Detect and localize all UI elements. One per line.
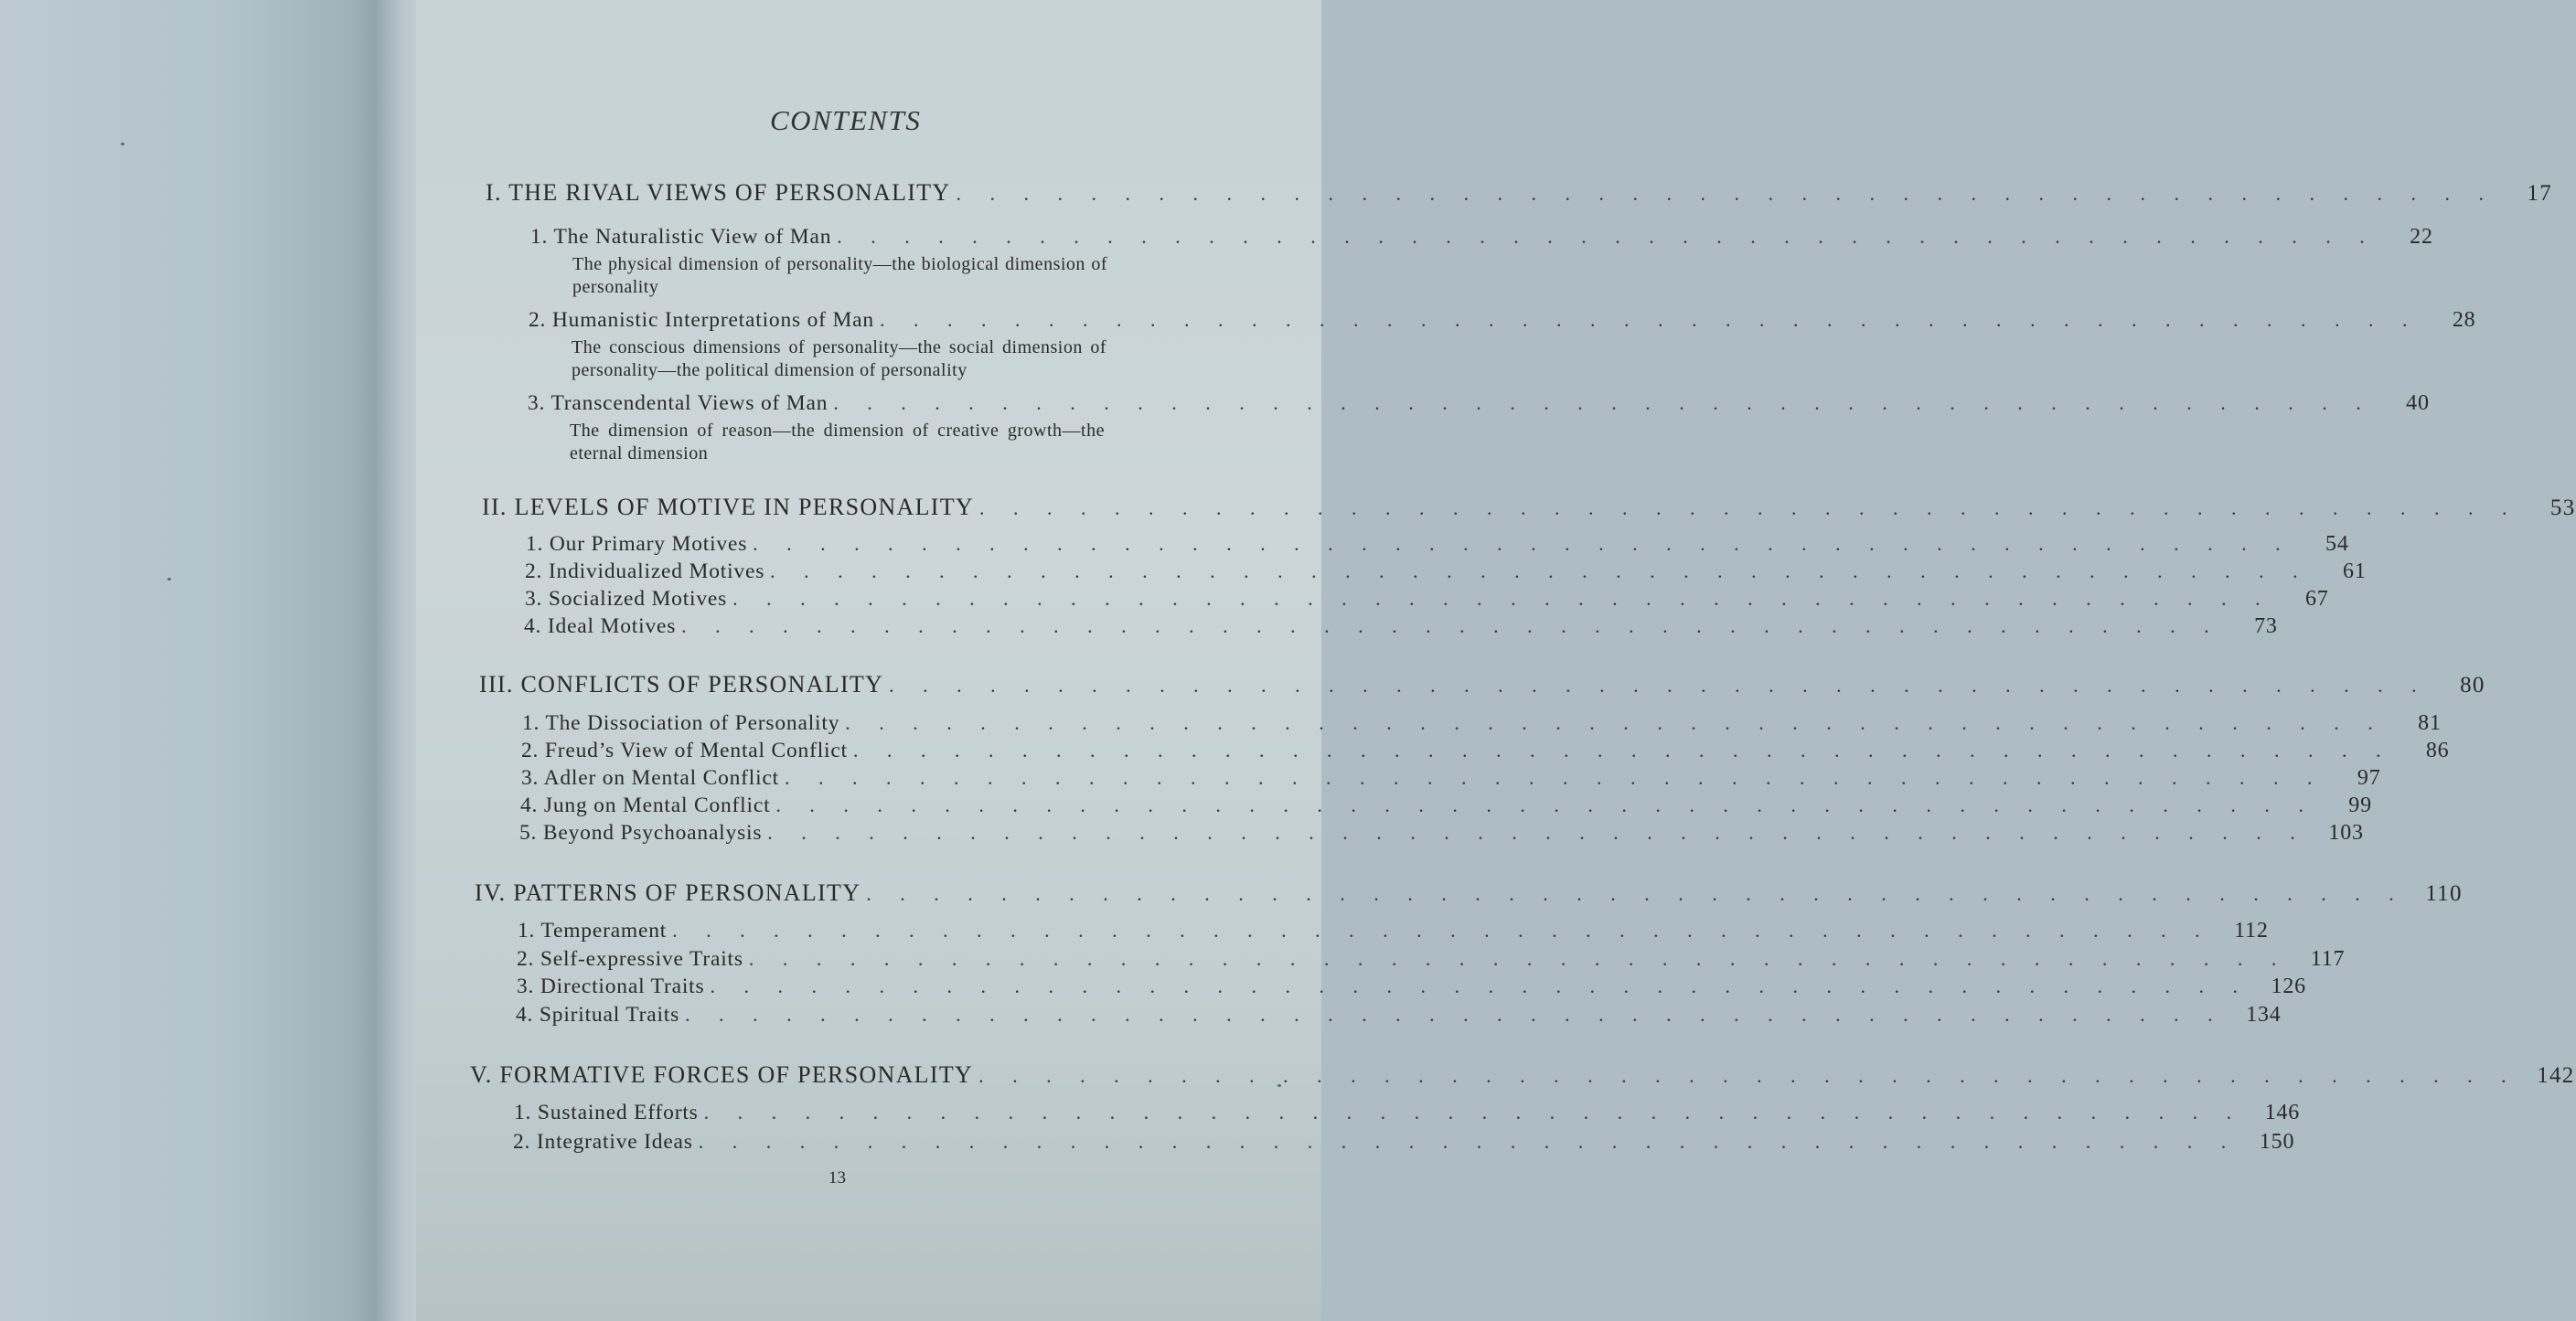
section-title: 2. Humanistic Interpretations of Man [529, 308, 874, 332]
dot-leader: . . . . . . . . . . . . . . . . . . . . . . . . . . . . . . . . . . . . . . . . . . . . . . [956, 182, 2496, 205]
toc-chapter [479, 671, 2485, 698]
dot-leader: . . . . . . . . . . . . . . . . . . . . . . . . . . . . . . . . . . . . . . . . . . . . . . [732, 587, 2272, 610]
toc-section [524, 614, 2278, 639]
chapter-title: II. LEVELS OF MOTIVE IN PERSONALITY [482, 494, 975, 520]
section-page: 150 [2259, 1130, 2295, 1154]
section-page: 134 [2246, 1003, 2282, 1027]
dot-leader: . . . . . . . . . . . . . . . . . . . . . . . . . . . . . . . . . . . . . . . . . . . . . . [775, 794, 2315, 816]
chapter-page: 142 [2537, 1063, 2575, 1088]
section-page: 67 [2304, 587, 2329, 611]
section-title: 1. Temperament [518, 919, 668, 943]
toc-section [520, 794, 2372, 818]
toc-section [530, 225, 2433, 250]
section-page: 146 [2264, 1101, 2301, 1124]
chapter-title: V. FORMATIVE FORCES OF PERSONALITY [470, 1061, 974, 1088]
section-page: 97 [2357, 766, 2381, 790]
section-description: The dimension of reason—the dimension of creative growth—the eternal dimension [570, 421, 1105, 463]
dot-leader: . . . . . . . . . . . . . . . . . . . . . . . . . . . . . . . . . . . . . . . . . . . . . . [866, 882, 2406, 905]
section-title: 2. Integrative Ideas [513, 1130, 693, 1154]
dot-leader: . . . . . . . . . . . . . . . . . . . . . . . . . . . . . . . . . . . . . . . . . . . . . . [748, 947, 2289, 970]
toc-section [517, 947, 2346, 972]
dot-leader: . . . . . . . . . . . . . . . . . . . . . . . . . . . . . . . . . . . . . . . . . . . . . . [753, 532, 2293, 555]
toc-section [529, 308, 2476, 333]
section-title: 3. Adler on Mental Conflict [521, 766, 780, 790]
section-title: 1. The Dissociation of Personality [522, 711, 840, 735]
chapter-title: IV. PATTERNS OF PERSONALITY [475, 879, 861, 906]
toc-section [521, 739, 2450, 763]
section-title: 3. Socialized Motives [525, 587, 728, 611]
toc-section [525, 559, 2367, 584]
dot-leader: . . . . . . . . . . . . . . . . . . . . . . . . . . . . . . . . . . . . . . . . . . . . . . [770, 559, 2310, 582]
section-page: 40 [2406, 391, 2430, 415]
dot-leader: . . . . . . . . . . . . . . . . . . . . . . . . . . . . . . . . . . . . . . . . . . . . . . [889, 674, 2429, 697]
section-page: 54 [2325, 532, 2349, 556]
section-page: 61 [2343, 559, 2367, 583]
section-title: 4. Jung on Mental Conflict [520, 794, 771, 817]
toc-section [526, 532, 2349, 557]
section-page: 86 [2425, 739, 2450, 762]
dot-leader: . . . . . . . . . . . . . . . . . . . . . . . . . . . . . . . . . . . . . . . . . . . . . . [767, 821, 2307, 844]
toc-section [525, 587, 2329, 612]
toc-section [516, 1003, 2282, 1028]
toc-chapter [482, 494, 2576, 521]
section-page: 99 [2348, 794, 2372, 817]
section-page: 81 [2418, 711, 2442, 735]
section-page: 117 [2310, 947, 2346, 971]
toc-chapter [486, 179, 2553, 207]
toc-section [513, 1130, 2295, 1155]
dot-leader: . . . . . . . . . . . . . . . . . . . . . . . . . . . . . . . . . . . . . . . . . . . . . . [703, 1101, 2244, 1124]
section-title: 3. Directional Traits [517, 975, 705, 998]
section-title: 2. Individualized Motives [525, 559, 765, 583]
section-page: 112 [2234, 919, 2269, 943]
toc-chapter [475, 879, 2463, 907]
chapter-page: 53 [2549, 495, 2576, 520]
chapter-page: 110 [2425, 881, 2463, 906]
section-page: 22 [2410, 225, 2433, 249]
dot-leader: . . . . . . . . . . . . . . . . . . . . . . . . . . . . . . . . . . . . . . . . . . . . . . [681, 614, 2221, 637]
dot-leader: . . . . . . . . . . . . . . . . . . . . . . . . . . . . . . . . . . . . . . . . . . . . . . [979, 496, 2519, 519]
section-page: 28 [2452, 308, 2476, 332]
section-page: 103 [2328, 821, 2364, 845]
dot-leader: . . . . . . . . . . . . . . . . . . . . . . . . . . . . . . . . . . . . . . . . . . . . . . [845, 711, 2385, 734]
toc-section [517, 975, 2306, 999]
section-page: 73 [2254, 614, 2278, 638]
dot-leader: . . . . . . . . . . . . . . . . . . . . . . . . . . . . . . . . . . . . . . . . . . . . . . [685, 1003, 2225, 1026]
section-title: 5. Beyond Psychoanalysis [519, 821, 763, 845]
section-title: 4. Ideal Motives [524, 614, 677, 638]
toc-section [519, 821, 2364, 846]
dot-leader: . . . . . . . . . . . . . . . . . . . . . . . . . . . . . . . . . . . . . . . . . . . . . . [837, 225, 2377, 248]
dot-leader: . . . . . . . . . . . . . . . . . . . . . . . . . . . . . . . . . . . . . . . . . . . . . . [879, 308, 2420, 331]
dot-leader: . . . . . . . . . . . . . . . . . . . . . . . . . . . . . . . . . . . . . . . . . . . . . . [833, 391, 2373, 414]
section-title: 2. Self-expressive Traits [517, 947, 743, 971]
dot-leader: . . . . . . . . . . . . . . . . . . . . . . . . . . . . . . . . . . . . . . . . . . . . . . [698, 1130, 2239, 1153]
section-title: 1. The Naturalistic View of Man [530, 225, 832, 249]
dot-leader: . . . . . . . . . . . . . . . . . . . . . . . . . . . . . . . . . . . . . . . . . . . . . . [852, 739, 2393, 762]
toc-section [514, 1101, 2301, 1125]
section-title: 1. Our Primary Motives [526, 532, 748, 556]
chapter-title: I. THE RIVAL VIEWS OF PERSONALITY [486, 179, 951, 206]
toc-section [522, 711, 2442, 736]
chapter-page: 17 [2527, 181, 2553, 206]
chapter-title: III. CONFLICTS OF PERSONALITY [479, 671, 884, 698]
toc-section [518, 919, 2269, 943]
section-title: 2. Freud’s View of Mental Conflict [521, 739, 848, 762]
section-title: 4. Spiritual Traits [516, 1003, 680, 1027]
section-title: 3. Transcendental Views of Man [528, 391, 828, 415]
section-title: 1. Sustained Efforts [514, 1101, 699, 1124]
toc-section [521, 766, 2381, 791]
section-description: The conscious dimensions of personality—the social dimension of personality—the political dimension of personality [572, 337, 1106, 380]
dot-leader: . . . . . . . . . . . . . . . . . . . . . . . . . . . . . . . . . . . . . . . . . . . . . . [785, 766, 2325, 789]
toc-chapter [470, 1061, 2575, 1089]
toc-section [528, 391, 2430, 416]
section-page: 126 [2271, 975, 2306, 998]
page-number: 13 [828, 1168, 846, 1188]
dot-leader: . . . . . . . . . . . . . . . . . . . . . . . . . . . . . . . . . . . . . . . . . . . . . . [672, 919, 2212, 942]
chapter-page: 80 [2460, 673, 2485, 698]
dot-leader: . . . . . . . . . . . . . . . . . . . . . . . . . . . . . . . . . . . . . . . . . . . . . . [710, 975, 2250, 997]
section-description: The physical dimension of personality—the biological dimension of personality [572, 254, 1107, 297]
dot-leader: . . . . . . . . . . . . . . . . . . . . . . . . . . . . . . . . . . . . . . . . . . . . . . [978, 1064, 2518, 1087]
page-title: CONTENTS [770, 104, 922, 136]
